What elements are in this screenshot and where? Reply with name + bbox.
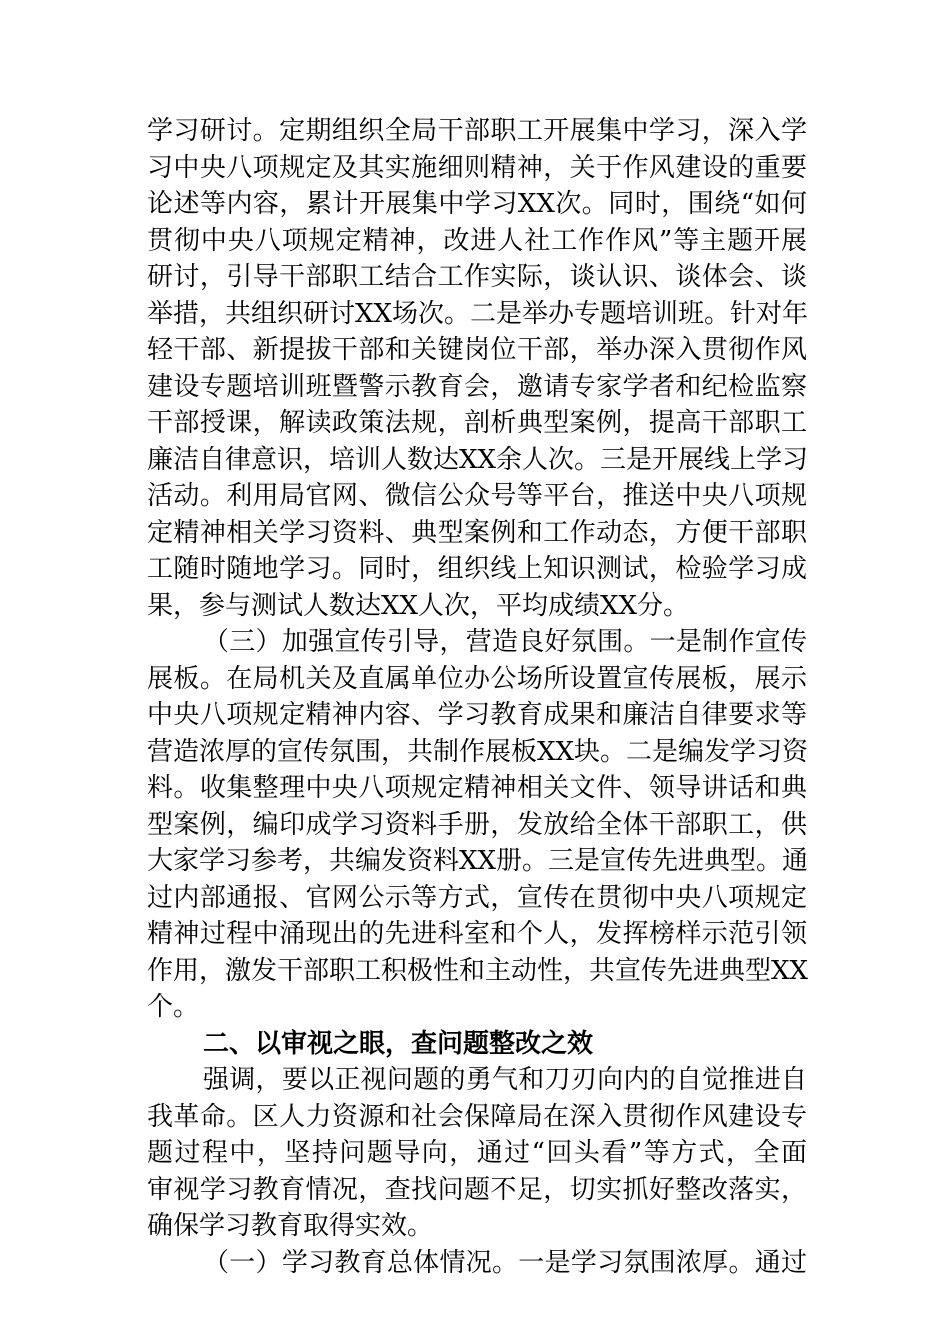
body-line: 精神过程中涌现出的先进科室和个人，发挥榜样示范引领 xyxy=(147,919,807,949)
body-line: 型案例，编印成学习资料手册，发放给全体干部职工，供 xyxy=(147,809,807,840)
body-line: 料。收集整理中央八项规定精神相关文件、领导讲话和典 xyxy=(147,773,807,803)
body-line: 廉洁自律意识，培训人数达XX余人次。三是开展线上学习 xyxy=(147,444,809,475)
body-line: 工随时随地学习。同时，组织线上知识测试，检验学习成 xyxy=(147,554,807,584)
body-line: 活动。利用局官网、微信公众号等平台，推送中央八项规 xyxy=(147,481,807,511)
body-line: 过内部通报、官网公示等方式，宣传在贯彻中央八项规定 xyxy=(147,882,807,913)
body-line: 个。 xyxy=(147,992,200,1022)
body-line: 定精神相关学习资料、典型案例和工作动态，方便干部职 xyxy=(147,517,807,548)
body-line: 果，参与测试人数达XX人次，平均成绩XX分。 xyxy=(147,590,690,621)
body-line: 干部授课，解读政策法规，剖析典型案例，提高干部职工 xyxy=(147,408,807,438)
body-line: 贯彻中央八项规定精神，改进人社工作作风”等主题开展 xyxy=(147,225,807,256)
body-line: 论述等内容，累计开展集中学习XX次。同时，围绕“如何 xyxy=(147,189,807,219)
section-heading: 二、以审视之眼，查问题整改之效 xyxy=(203,1028,594,1059)
body-line: 大家学习参考，共编发资料XX册。三是宣传先进典型。通 xyxy=(147,846,809,876)
body-line: 学习研讨。定期组织全局干部职工开展集中学习，深入学 xyxy=(147,116,807,146)
body-line: 题过程中，坚持问题导向，通过“回头看”等方式，全面 xyxy=(147,1138,807,1168)
paragraph-first-line: （三）加强宣传引导，营造良好氛围。一是制作宣传 xyxy=(203,627,807,657)
body-line: 我革命。区人力资源和社会保障局在深入贯彻作风建设专 xyxy=(147,1101,807,1132)
document-page xyxy=(147,113,807,1281)
body-line: 展板。在局机关及直属单位办公场所设置宣传展板，展示 xyxy=(147,663,807,694)
body-line: 轻干部、新提拔干部和关键岗位干部，举办深入贯彻作风 xyxy=(147,335,807,365)
body-line: 研讨，引导干部职工结合工作实际，谈认识、谈体会、谈 xyxy=(147,262,807,292)
body-line: 举措，共组织研讨XX场次。二是举办专题培训班。针对年 xyxy=(147,298,809,329)
body-line: 确保学习教育取得实效。 xyxy=(147,1211,434,1241)
body-line: 习中央八项规定及其实施细则精神，关于作风建设的重要 xyxy=(147,152,807,183)
body-line: 审视学习教育情况，查找问题不足，切实抓好整改落实， xyxy=(147,1174,807,1205)
body-line: 营造浓厚的宣传氛围，共制作展板XX块。二是编发学习资 xyxy=(147,736,809,767)
paragraph-first-line: （一）学习教育总体情况。一是学习氛围浓厚。通过 xyxy=(203,1247,807,1278)
body-line: 作用，激发干部职工积极性和主动性，共宣传先进典型XX xyxy=(147,955,809,986)
body-line: 建设专题培训班暨警示教育会，邀请专家学者和纪检监察 xyxy=(147,371,807,402)
paragraph-first-line: 强调，要以正视问题的勇气和刀刃向内的自觉推进自 xyxy=(203,1065,807,1095)
body-line: 中央八项规定精神内容、学习教育成果和廉洁自律要求等 xyxy=(147,700,807,730)
